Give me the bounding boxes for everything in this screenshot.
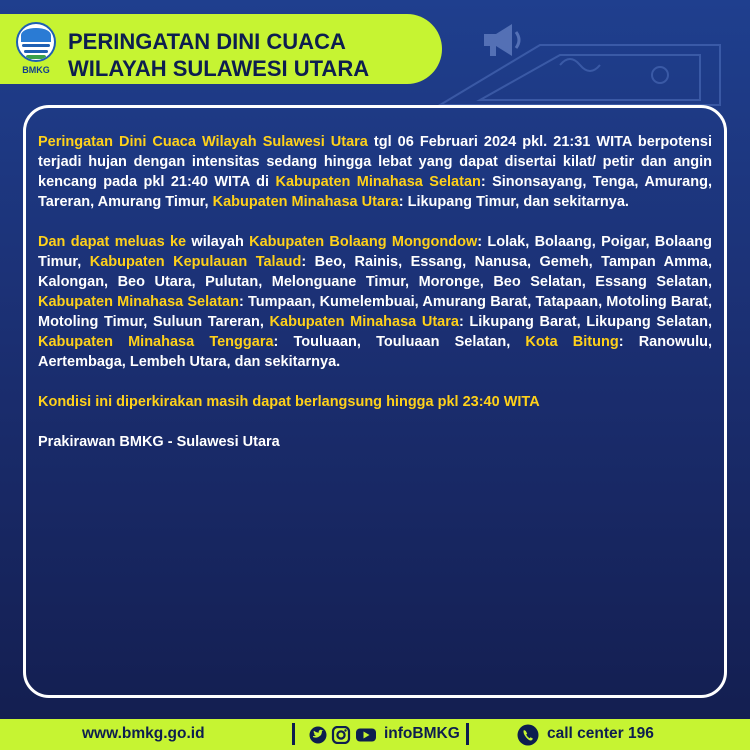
highlighted-text: Kota Bitung	[525, 334, 619, 350]
paragraph-text: tgl 06 Februari 2024 pkl. 21:31 WITA berpotensi terjadi hujan dengan intensitas sedang hingga lebat yang dapat disertai kilat/ petir dan angin kencang pada pkl 21:40 WITA di	[38, 134, 712, 190]
title-line-2: WILAYAH SULAWESI UTARA	[68, 56, 370, 81]
highlighted-text: Kabupaten Minahasa Tenggara	[38, 334, 274, 350]
paragraph-text: : Likupang Barat, Likupang Selatan,	[458, 314, 712, 330]
background-map-decoration	[420, 5, 730, 115]
paragraph-text: : Sinonsayang, Tenga, Amurang, Tareran, Amurang Timur,	[38, 174, 712, 210]
condition-paragraph: Kondisi ini diperkirakan masih dapat berlangsung hingga pkl 23:40 WITA	[38, 394, 540, 410]
highlighted-text: Kabupaten Minahasa Selatan	[38, 294, 239, 310]
page-title	[68, 28, 369, 82]
paragraph-text: : Lolak, Bolaang, Poigar, Bolaang Timur,	[38, 234, 712, 270]
paragraph-text: wilayah	[186, 234, 250, 250]
warning-card	[23, 105, 727, 698]
paragraph-text: : Ranowulu, Aertembaga, Lembeh Utara, dan sekitarnya.	[38, 334, 712, 370]
social-handle[interactable]: infoBMKG	[384, 725, 460, 742]
megaphone-icon	[478, 20, 526, 60]
phone-icon	[517, 724, 539, 746]
paragraph-text: : Likupang Timur, dan sekitarnya.	[398, 194, 629, 210]
youtube-icon[interactable]	[356, 729, 376, 742]
bmkg-emblem-icon	[16, 22, 56, 62]
call-center-number[interactable]: call center 196	[547, 725, 654, 742]
footer-bar	[0, 719, 750, 750]
paragraph-text: : Beo, Rainis, Essang, Nanusa, Gemeh, Tampan Amma, Kalongan, Beo Utara, Pulutan, Melonguane Timur, Moronge, Beo Selatan, Essang Selatan,	[38, 254, 712, 290]
highlighted-text: Kabupaten Kepulauan Talaud	[89, 254, 302, 270]
highlighted-text: Kabupaten Minahasa Utara	[212, 194, 399, 210]
twitter-icon[interactable]	[310, 727, 327, 744]
social-icons	[309, 726, 379, 749]
paragraph-text: : Tumpaan, Kumelembuai, Amurang Barat, Tatapaan, Motoling Barat, Motoling Timur, Suluun Tareran,	[38, 294, 712, 330]
highlighted-text: Peringatan Dini Cuaca Wilayah Sulawesi Utara	[38, 134, 368, 150]
footer-divider	[466, 723, 469, 745]
warning-paragraph-1	[38, 132, 712, 212]
highlighted-text: Kabupaten Bolaang Mongondow	[249, 234, 478, 250]
highlighted-text: Kabupaten Minahasa Selatan	[275, 174, 481, 190]
bmkg-logo	[14, 22, 58, 76]
logo-text: BMKG	[22, 65, 50, 75]
highlighted-text: Kabupaten Minahasa Utara	[269, 314, 459, 330]
footer-divider	[292, 723, 295, 745]
warning-paragraph-2	[38, 232, 712, 372]
website-link[interactable]: www.bmkg.go.id	[82, 725, 205, 742]
forecaster-signature: Prakirawan BMKG - Sulawesi Utara	[38, 434, 280, 450]
highlighted-text: Dan dapat meluas ke	[38, 234, 187, 250]
paragraph-text: : Touluaan, Touluaan Selatan,	[273, 334, 526, 350]
header-banner	[0, 14, 442, 84]
instagram-icon[interactable]	[333, 727, 349, 743]
title-line-1: PERINGATAN DINI CUACA	[68, 29, 346, 54]
